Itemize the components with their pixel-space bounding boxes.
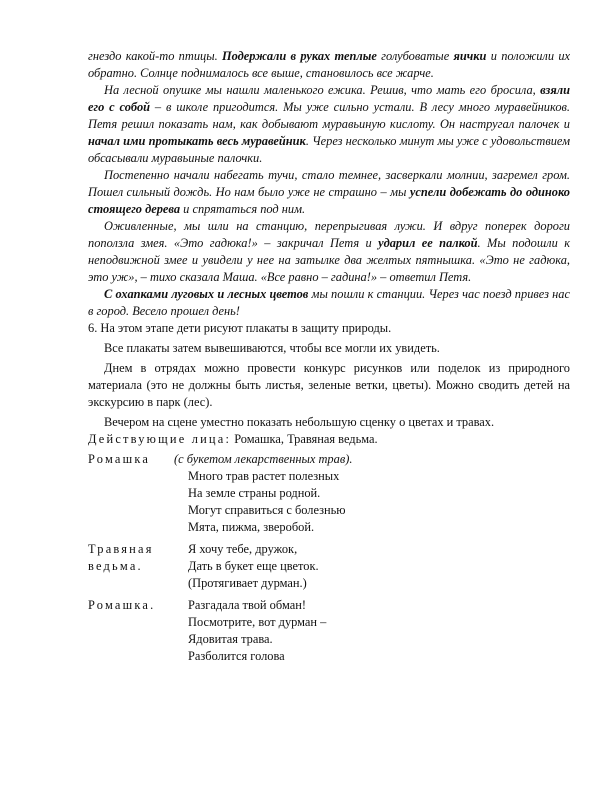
verse-line: Много трав растет полезных: [188, 469, 340, 483]
evening-text: Вечером на сцене уместно показать небольшую сценку о цветах и травах.: [104, 415, 495, 429]
verse-line: Могут справиться с болезнью: [188, 503, 346, 517]
emphasis-text: ударил ее палкой: [378, 236, 478, 250]
role-lines: [188, 597, 326, 665]
scene-part: [88, 541, 570, 592]
document-page: [88, 48, 570, 665]
role-name: Ромашка.: [88, 598, 156, 612]
scene-part: [88, 597, 570, 665]
emphasis-text: взяли его с собой: [88, 83, 570, 114]
text-run: . Мы подошли к неподвижной змее и увидели у нее на затылке два желтых пятнышка. «Это не гадюка, это уж», – тихо сказала Маша. «Все равно – гадина!» – ответил Петя.: [88, 236, 570, 284]
verse-line: Я хочу тебе, дружок,: [188, 542, 298, 556]
story-paragraph: [88, 218, 570, 286]
cast-line: [88, 431, 570, 448]
posters-text: Все плакаты затем вывешиваются, чтобы все могли их увидеть.: [104, 341, 440, 355]
verse-line: Разгадала твой обман!: [188, 598, 307, 612]
verse-line: Мята, пижма, зверобой.: [188, 520, 315, 534]
story-paragraph: [88, 167, 570, 218]
text-run: и спрятаться под ним.: [180, 202, 306, 216]
text-run: На лесной опушке мы нашли маленького ежика. Решив, что мать его бросила,: [104, 83, 541, 97]
verse-line: Посмотрите, вот дурман –: [188, 615, 327, 629]
contest-paragraph: [88, 360, 570, 411]
verse-line: (Протягивает дурман.): [188, 576, 307, 590]
text-run: гнездо какой-то птицы.: [88, 49, 222, 63]
text-run: Оживленные, мы шли на станцию, перепрыгивая лужи. И вдруг поперек дороги поползла змея. «Это гадюка!» – закричал Петя и: [88, 219, 570, 250]
emphasis-text: успели добежать до одиноко стоящего дерева: [88, 185, 570, 216]
text-run: . Через несколько минут мы уже с удовольствием обсасывали муравьиные палочки.: [88, 134, 570, 165]
emphasis-text: Подержали в руках теплые: [221, 49, 377, 63]
scene-part: [88, 451, 570, 536]
story-paragraph: [88, 48, 570, 82]
verse-line: Дать в букет еще цветок.: [188, 559, 319, 573]
verse-line: На земле страны родной.: [188, 486, 321, 500]
verse-line: Разболится голова: [188, 649, 285, 663]
posters-paragraph: [88, 340, 570, 357]
verse-line: (с букетом лекарственных трав).: [174, 452, 353, 466]
contest-text: Днем в отрядах можно провести конкурс рисунков или поделок из природного материала (это не должны быть листья, зеленые ветки, цветы). Можно сводить детей на экскурсию в парк (лес).: [88, 361, 570, 409]
role-lines: [188, 541, 319, 592]
verse-line: Ядовитая трава.: [188, 632, 273, 646]
role-lines: [174, 451, 353, 536]
story-paragraph: [88, 286, 570, 320]
text-run: голубоватые: [376, 49, 454, 63]
item-6: 6. На этом этапе дети рисуют плакаты в защиту природы.: [88, 321, 392, 335]
emphasis-text: С охапками луговых и лесных цветов: [104, 287, 309, 301]
role-name: Ромашка: [88, 452, 151, 466]
text-run: и положили их обратно. Солнце поднималось все выше, становилось все жарче.: [88, 49, 571, 80]
text-run: Постепенно начали набегать тучи, стало темнее, засверкали молнии, загремел гром. Пошел сильный дождь. Но нам было уже не страшно – мы: [88, 168, 570, 199]
scene: [88, 451, 570, 665]
emphasis-text: яички: [453, 49, 487, 63]
evening-paragraph: [88, 414, 570, 431]
emphasis-text: начал ими протыкать весь муравейник: [88, 134, 306, 148]
text-run: – в школе пригодится. Мы уже сильно устали. В лесу много муравейников. Петя решил показать нам, как добывают муравьиную кислоту. Он настругал палочек и: [88, 100, 570, 131]
story-paragraph: [88, 82, 570, 167]
role-name: Травяная ведьма.: [88, 542, 154, 573]
cast-label: Действующие лица:: [88, 432, 232, 446]
cast-names: Ромашка, Травяная ведьма.: [234, 432, 378, 446]
text-run: мы пошли к станции. Через час поезд привез нас в город. Весело прошел день!: [88, 287, 570, 318]
story-text: [88, 48, 570, 320]
